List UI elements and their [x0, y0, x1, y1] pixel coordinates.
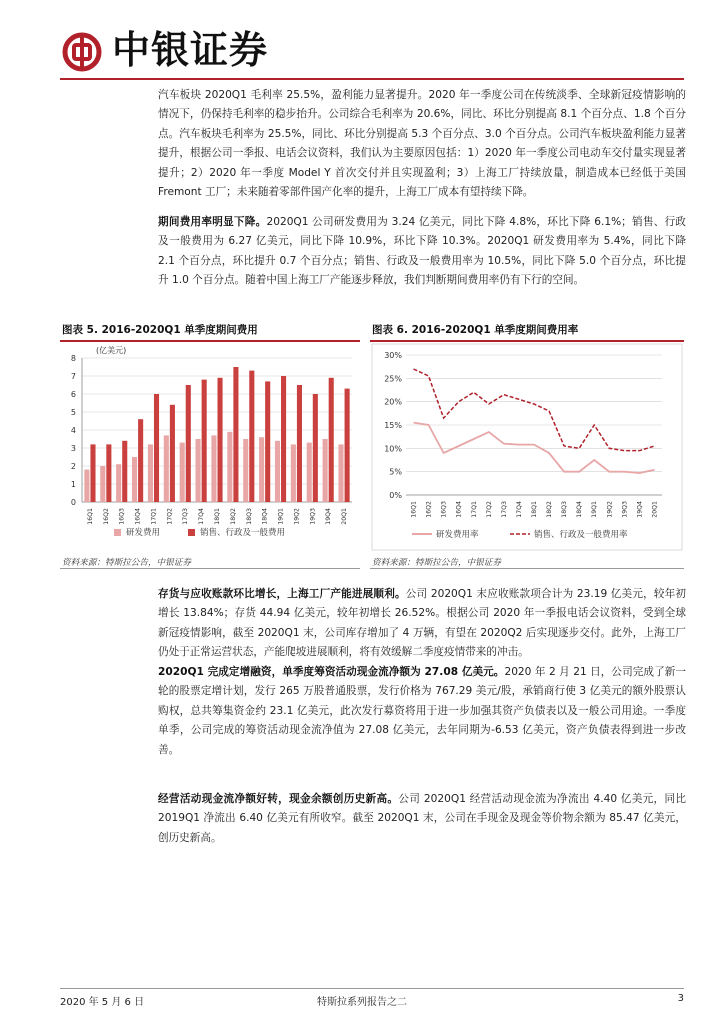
expense-bar-chart	[60, 342, 360, 552]
x-tick-label: 16Q4	[455, 501, 463, 518]
expense-ratio-line-chart	[370, 342, 684, 552]
rd-expense-bar	[338, 444, 343, 502]
legend-label-rd: 研发费用	[126, 528, 161, 538]
sga-expense-bar	[329, 378, 334, 502]
rd-expense-bar	[84, 470, 89, 502]
rd-expense-bar	[164, 435, 169, 502]
chart-frame	[372, 344, 682, 550]
rd-expense-bar	[100, 466, 105, 502]
rd-expense-bar	[180, 443, 185, 502]
paragraph-heading: 期间费用率明显下降。	[158, 216, 267, 228]
x-tick-label: 16Q4	[134, 508, 142, 525]
figure-6-title: 图表 6. 2016-2020Q1 单季度期间费用率	[372, 324, 579, 336]
footer-divider	[60, 988, 684, 989]
rd-expense-bar	[323, 439, 328, 502]
y-tick-label: 25%	[384, 374, 402, 384]
legend-swatch-rd	[114, 529, 121, 536]
paragraph-text: 汽车板块 2020Q1 毛利率 25.5%，盈利能力显著提升。2020 年一季度公司在传统淡季、全球新冠疫情影响的情况下，仍保持毛利率的稳步抬升。公司综合毛利率为 20.6%，同比、环比分别提高 8.1 个百分点、1.8 个百分点。汽车板块毛利率为 25.5%，同比、环比分别提高 5.3 个百分点、3.0 个百分点。公司汽车板块盈利能力显著提升，根据公司一季报、电话会议资料，我们认为主要原因包括：1）2020 年一季度公司电动车交付量实现显著提升；2）2020 年一季度 Model Y 首次交付并且实现盈利；3）上海工厂持续放量，制造成本已经低于美国 Fremont 工厂；未来随着零部件国产化率的提升，上海工厂成本有望持续下降。	[158, 89, 686, 199]
y-tick-label: 5%	[389, 467, 402, 477]
paragraph-heading: 2020Q1 完成定增融资，单季度筹资活动现金流净额为 27.08 亿美元。	[158, 666, 505, 678]
x-tick-label: 16Q3	[440, 501, 448, 518]
sga-expense-bar	[218, 378, 223, 502]
rd-expense-bar	[148, 444, 153, 502]
sga-expense-bar	[265, 381, 270, 502]
x-tick-label: 19Q3	[621, 501, 629, 518]
x-tick-label: 18Q3	[561, 501, 569, 518]
page-header	[0, 0, 724, 82]
y-tick-label: 2	[70, 462, 76, 471]
legend-label-sga-ratio: 销售、行政及一般费用率	[534, 530, 628, 540]
rd-expense-bar	[307, 443, 312, 502]
paragraph-heading: 经营活动现金流净额好转，现金余额创历史新高。	[158, 793, 399, 805]
x-tick-label: 17Q3	[500, 501, 508, 518]
rd-expense-bar	[275, 441, 280, 502]
sga-expense-bar	[297, 385, 302, 502]
y-tick-label: 10%	[384, 444, 402, 454]
x-tick-label: 18Q4	[261, 508, 269, 525]
sga-expense-bar	[138, 419, 143, 502]
footer-date: 2020 年 5 月 6 日	[60, 997, 145, 1008]
figure-5-source: 资料来源：特斯拉公告，中银证券	[62, 558, 191, 568]
sga-ratio-line	[414, 369, 655, 451]
expense-ratio-line-chart-svg	[370, 342, 684, 552]
x-tick-label: 16Q2	[425, 501, 433, 518]
sga-expense-bar	[313, 394, 318, 502]
x-tick-label: 16Q1	[410, 501, 418, 518]
figure-6-source-divider	[370, 568, 684, 569]
x-tick-label: 20Q1	[341, 508, 349, 525]
x-tick-label: 18Q1	[531, 501, 538, 518]
rd-expense-bar	[211, 435, 216, 502]
paragraph-heading: 存货与应收账款环比增长，上海工厂产能进展顺利。	[158, 588, 406, 600]
x-tick-label: 19Q4	[636, 501, 644, 518]
rd-expense-bar	[132, 457, 137, 502]
sga-expense-bar	[122, 441, 127, 502]
paragraph-text: 2020Q1 公司研发费用为 3.24 亿美元，同比下降 4.8%，环比下降 6.1%；销售、行政及一般费用为 6.27 亿美元，同比下降 10.9%，环比下降 10.3%。2020Q1 研发费用率为 5.4%，同比下降 2.1 个百分点，环比提升 0.7 个百分点；销售、行政及一般费用率为 10.5%，同比下降 5.0 个百分点，环比提升 1.0 个百分点。随着中国上海工厂产能逐步释放，我们判断期间费用率仍有下行的空间。	[158, 216, 687, 287]
bank-of-china-logo-icon	[62, 32, 102, 72]
y-tick-label: 7	[70, 372, 76, 381]
x-tick-label: 16Q1	[86, 508, 94, 525]
rd-expense-bar	[243, 439, 248, 502]
paragraph-financing	[158, 663, 686, 760]
y-tick-label: 1	[70, 480, 76, 489]
rd-expense-bar	[291, 444, 296, 502]
sga-expense-bar	[233, 367, 238, 502]
y-tick-label: 30%	[384, 351, 402, 360]
x-tick-label: 18Q2	[546, 501, 554, 518]
y-tick-label: 6	[70, 390, 76, 399]
rd-expense-bar	[196, 439, 201, 502]
y-tick-label: 0%	[389, 491, 402, 500]
figure-5-source-divider	[60, 568, 360, 569]
x-tick-label: 19Q2	[606, 501, 614, 518]
legend-swatch-sga	[188, 529, 195, 536]
x-tick-label: 16Q3	[118, 508, 126, 525]
x-tick-label: 18Q2	[229, 508, 237, 525]
figure-6-source: 资料来源：特斯拉公告，中银证券	[372, 558, 501, 568]
sga-expense-bar	[249, 371, 254, 502]
rd-expense-bar	[227, 432, 232, 502]
y-tick-label: 5	[70, 408, 76, 417]
brand-name: 中银证券	[112, 27, 269, 72]
y-tick-label: 15%	[384, 421, 402, 430]
rd-expense-bar	[259, 437, 264, 502]
paragraph-expenses	[158, 213, 686, 291]
sga-expense-bar	[106, 444, 111, 502]
x-tick-label: 18Q4	[576, 501, 584, 518]
rd-expense-bar	[116, 464, 121, 502]
page-number: 3	[677, 993, 684, 1004]
y-tick-label: 3	[70, 444, 76, 453]
y-tick-label: 8	[70, 354, 76, 363]
x-tick-label: 19Q1	[277, 508, 285, 525]
x-tick-label: 19Q2	[293, 508, 301, 525]
x-tick-label: 17Q2	[166, 508, 174, 525]
x-tick-label: 17Q1	[150, 508, 158, 525]
paragraph-text: 公司 2020Q1 经营活动现金流为净流出 4.40 亿美元，同比 2019Q1 净流出 6.40 亿美元有所收窄。截至 2020Q1 末，公司在手现金及现金等价物余额为 85.47 亿美元，创历史新高。	[158, 793, 686, 844]
sga-expense-bar	[202, 380, 207, 502]
expense-bar-chart-svg	[60, 342, 360, 552]
paragraph-inventory	[158, 585, 686, 663]
rd-ratio-line	[414, 423, 655, 473]
header-divider	[60, 78, 684, 80]
footer-series-title: 特斯拉系列报告之二	[317, 997, 407, 1008]
legend-label-sga: 销售、行政及一般费用	[200, 528, 286, 538]
x-tick-label: 19Q1	[591, 501, 599, 518]
sga-expense-bar	[186, 385, 191, 502]
x-tick-label: 17Q2	[485, 501, 493, 518]
x-tick-label: 18Q3	[245, 508, 253, 525]
paragraph-text: 公司 2020Q1 末应收账款项合计为 23.19 亿美元，较年初增长 13.84%；存货 44.94 亿美元，较年初增长 26.52%。根据公司 2020 年一季报电话会议资料，受到全球新冠疫情影响，截至 2020Q1 末，公司库存增加了 4 万辆，有望在 2020Q2 后实现逐步交付。此外，上海工厂仍处于正常运营状态，产能爬坡进展顺利，将有效缓解二季度疫情带来的冲击。	[158, 588, 687, 659]
x-tick-label: 19Q3	[309, 508, 317, 525]
paragraph-cashflow	[158, 790, 686, 848]
x-tick-label: 20Q1	[651, 501, 659, 518]
x-tick-label: 17Q3	[182, 508, 190, 525]
sga-expense-bar	[154, 394, 159, 502]
x-tick-label: 17Q1	[470, 501, 478, 518]
sga-expense-bar	[281, 376, 286, 502]
y-axis-unit-label: (亿美元)	[96, 346, 127, 355]
x-tick-label: 17Q4	[198, 508, 206, 525]
paragraph-text: 2020 年 2 月 21 日，公司完成了新一轮的股票定增计划，发行 265 万股普通股票，发行价格为 767.29 美元/股，承销商行使 3 亿美元的额外股票认购权，总共筹集资金约 23.1 亿美元，此次发行募资将用于进一步加强其资产负债表以及一般公司用途。一季度单季，公司完成的筹资活动现金流净值为 27.08 亿美元，去年同期为-6.53 亿美元，资产负债表得到进一步改善。	[158, 666, 686, 756]
y-tick-label: 20%	[384, 397, 402, 407]
x-tick-label: 19Q4	[325, 508, 333, 525]
x-tick-label: 18Q1	[214, 508, 221, 525]
y-tick-label: 0	[70, 498, 76, 507]
sga-expense-bar	[170, 405, 175, 502]
sga-expense-bar	[345, 389, 350, 502]
sga-expense-bar	[90, 444, 95, 502]
y-tick-label: 4	[70, 426, 76, 435]
x-tick-label: 16Q2	[102, 508, 110, 525]
legend-label-rd-ratio: 研发费用率	[436, 530, 479, 540]
x-tick-label: 17Q4	[515, 501, 523, 518]
paragraph-gross-margin	[158, 86, 686, 202]
figure-5-title: 图表 5. 2016-2020Q1 单季度期间费用	[62, 324, 258, 336]
